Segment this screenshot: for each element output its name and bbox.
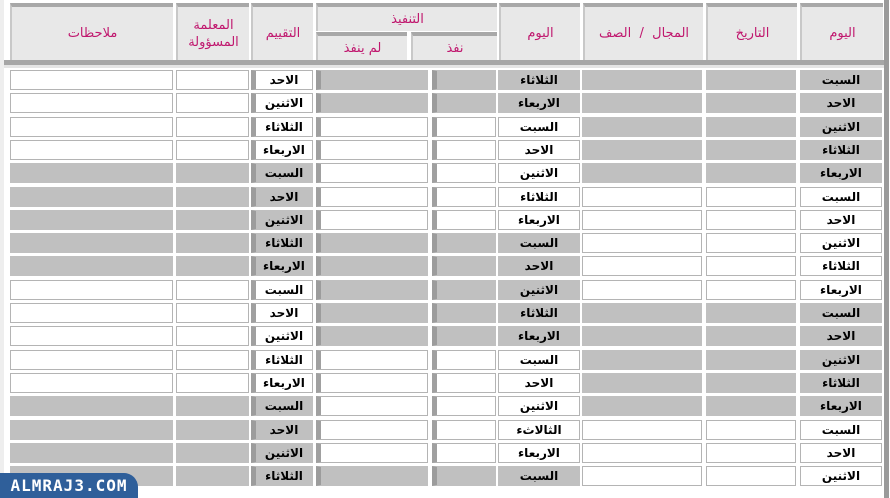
date-cell[interactable]	[706, 466, 796, 486]
day-middle-cell	[498, 396, 580, 416]
day-middle-cell-text: الاثنين	[519, 399, 559, 414]
header-execution	[316, 3, 497, 31]
evaluation-cell-text: الثلاثاء	[265, 236, 303, 251]
day-middle-cell	[498, 163, 580, 183]
evaluation-cell-text: السبت	[264, 166, 304, 181]
day-right-cell-text: السبت	[821, 189, 861, 204]
day-right-cell	[800, 443, 882, 463]
notes-cell[interactable]	[10, 163, 173, 183]
not-executed-cell[interactable]	[316, 396, 428, 416]
day-middle-cell	[498, 373, 580, 393]
executed-cell[interactable]	[432, 140, 496, 160]
day-right-cell	[800, 233, 882, 253]
day-middle-cell-text: السبت	[519, 119, 559, 134]
evaluation-cell	[251, 396, 313, 416]
day-middle-cell-text: الثلاثاء	[520, 306, 558, 320]
day-right-cell	[800, 303, 882, 323]
day-right-cell	[800, 187, 882, 207]
header-day-right-label: اليوم	[829, 26, 856, 41]
date-cell[interactable]	[706, 350, 796, 370]
evaluation-cell	[251, 466, 313, 486]
header-notes	[10, 3, 173, 60]
executed-cell[interactable]	[432, 163, 496, 183]
day-right-cell	[800, 326, 882, 346]
day-middle-cell-text: السبت	[519, 469, 559, 484]
teacher-cell[interactable]	[176, 420, 249, 440]
evaluation-cell-text: الاربعاء	[263, 142, 305, 157]
not-executed-cell[interactable]	[316, 280, 428, 300]
date-cell[interactable]	[706, 210, 796, 230]
evaluation-cell	[251, 93, 313, 113]
notes-cell[interactable]	[10, 420, 173, 440]
evaluation-cell	[251, 210, 313, 230]
notes-cell[interactable]	[10, 256, 173, 276]
teacher-cell[interactable]	[176, 256, 249, 276]
notes-cell[interactable]	[10, 280, 173, 300]
notes-cell[interactable]	[10, 443, 173, 463]
header-day-middle-label: اليوم	[527, 26, 554, 41]
not-executed-cell[interactable]	[316, 373, 428, 393]
domain-class-cell[interactable]	[582, 163, 702, 183]
not-executed-cell[interactable]	[316, 70, 428, 90]
header-not-executed	[316, 32, 407, 60]
domain-class-cell[interactable]	[582, 70, 702, 90]
day-middle-cell-text: الاربعاء	[518, 329, 560, 344]
executed-cell[interactable]	[432, 233, 496, 253]
evaluation-cell-text: الاثنين	[264, 212, 304, 227]
teacher-cell[interactable]	[176, 396, 249, 416]
domain-class-cell[interactable]	[582, 117, 702, 137]
teacher-cell[interactable]	[176, 140, 249, 160]
date-cell[interactable]	[706, 420, 796, 440]
evaluation-cell	[251, 350, 313, 370]
not-executed-cell[interactable]	[316, 443, 428, 463]
day-middle-cell	[498, 117, 580, 137]
header-domain-class-label: المجال / الصف	[598, 26, 690, 41]
evaluation-cell-text: الاربعاء	[263, 259, 305, 274]
domain-class-cell[interactable]	[582, 396, 702, 416]
evaluation-cell-text: الاحد	[269, 73, 299, 87]
evaluation-cell	[251, 280, 313, 300]
domain-class-cell[interactable]	[582, 210, 702, 230]
domain-class-cell[interactable]	[582, 93, 702, 113]
day-middle-cell	[498, 233, 580, 253]
evaluation-cell	[251, 256, 313, 276]
day-middle-cell-text: الاربعاء	[518, 212, 560, 227]
executed-cell[interactable]	[432, 396, 496, 416]
day-right-cell-text: السبت	[821, 422, 861, 437]
executed-cell[interactable]	[432, 420, 496, 440]
domain-class-cell[interactable]	[582, 443, 702, 463]
executed-cell[interactable]	[432, 70, 496, 90]
day-right-cell-text: الثلاثاء	[822, 142, 860, 157]
teacher-cell[interactable]	[176, 373, 249, 393]
day-middle-cell	[498, 93, 580, 113]
day-right-cell-text: الاربعاء	[820, 282, 862, 297]
evaluation-cell-text: الاحد	[269, 306, 299, 320]
evaluation-cell	[251, 326, 313, 346]
day-right-cell	[800, 280, 882, 300]
day-right-cell-text: الاثنين	[821, 119, 861, 134]
day-right-cell	[800, 466, 882, 486]
not-executed-cell[interactable]	[316, 117, 428, 137]
header-day-right	[800, 3, 883, 60]
evaluation-cell	[251, 70, 313, 90]
day-middle-cell-text: الاثنين	[519, 166, 559, 181]
evaluation-cell	[251, 233, 313, 253]
not-executed-cell[interactable]	[316, 326, 428, 346]
header-date	[706, 3, 797, 60]
not-executed-cell[interactable]	[316, 140, 428, 160]
date-cell[interactable]	[706, 93, 796, 113]
day-right-cell-text: السبت	[821, 306, 861, 320]
domain-class-cell[interactable]	[582, 280, 702, 300]
header-teacher-line1: المعلمة	[193, 17, 234, 33]
notes-cell[interactable]	[10, 70, 173, 90]
teacher-cell[interactable]	[176, 280, 249, 300]
evaluation-cell-text: الاثنين	[264, 329, 304, 344]
header-day-middle	[499, 3, 580, 60]
executed-cell[interactable]	[432, 117, 496, 137]
teacher-cell[interactable]	[176, 350, 249, 370]
day-middle-cell-text: الاحد	[524, 375, 554, 390]
evaluation-cell-text: الثلاثاء	[265, 352, 303, 367]
watermark-logo	[0, 473, 138, 498]
day-middle-cell	[498, 443, 580, 463]
executed-cell[interactable]	[432, 373, 496, 393]
evaluation-cell-text: الاثنين	[264, 96, 304, 111]
notes-cell[interactable]	[10, 140, 173, 160]
date-cell[interactable]	[706, 280, 796, 300]
notes-cell[interactable]	[10, 303, 173, 323]
date-cell[interactable]	[706, 187, 796, 207]
day-right-cell-text: الاثنين	[821, 236, 861, 251]
notes-cell[interactable]	[10, 373, 173, 393]
date-cell[interactable]	[706, 117, 796, 137]
header-domain-class	[583, 3, 703, 60]
day-right-cell-text: الاحد	[826, 212, 856, 227]
date-cell[interactable]	[706, 70, 796, 90]
day-middle-cell	[498, 256, 580, 276]
evaluation-cell	[251, 303, 313, 323]
day-middle-cell	[498, 280, 580, 300]
day-middle-cell-text: الاحد	[524, 259, 554, 274]
domain-class-cell[interactable]	[582, 326, 702, 346]
right-frame-border	[884, 0, 889, 498]
day-right-cell-text: الثلاثاء	[822, 259, 860, 274]
not-executed-cell[interactable]	[316, 93, 428, 113]
day-right-cell-text: الاحد	[826, 329, 856, 344]
executed-cell[interactable]	[432, 350, 496, 370]
day-middle-cell-text: الثلاثاء	[520, 189, 558, 204]
domain-class-cell[interactable]	[582, 373, 702, 393]
teacher-cell[interactable]	[176, 443, 249, 463]
day-right-cell-text: السبت	[821, 73, 861, 87]
notes-cell[interactable]	[10, 210, 173, 230]
notes-cell[interactable]	[10, 93, 173, 113]
day-right-cell	[800, 140, 882, 160]
domain-class-cell[interactable]	[582, 303, 702, 323]
evaluation-cell	[251, 373, 313, 393]
not-executed-cell[interactable]	[316, 420, 428, 440]
date-cell[interactable]	[706, 140, 796, 160]
day-middle-cell	[498, 420, 580, 440]
teacher-cell[interactable]	[176, 70, 249, 90]
day-middle-cell	[498, 70, 580, 90]
executed-cell[interactable]	[432, 303, 496, 323]
day-right-cell	[800, 163, 882, 183]
watermark-text: ALMRAJ3.COM	[10, 476, 128, 495]
executed-cell[interactable]	[432, 280, 496, 300]
teacher-cell[interactable]	[176, 163, 249, 183]
executed-cell[interactable]	[432, 443, 496, 463]
date-cell[interactable]	[706, 443, 796, 463]
header-executed	[411, 32, 497, 60]
day-right-cell	[800, 210, 882, 230]
evaluation-cell	[251, 117, 313, 137]
executed-cell[interactable]	[432, 256, 496, 276]
day-right-cell	[800, 70, 882, 90]
date-cell[interactable]	[706, 396, 796, 416]
notes-cell[interactable]	[10, 396, 173, 416]
evaluation-cell-text: الاحد	[269, 189, 299, 204]
left-frame	[0, 0, 4, 498]
not-executed-cell[interactable]	[316, 233, 428, 253]
day-right-cell-text: الاثنين	[821, 352, 861, 367]
evaluation-cell-text: الاحد	[269, 422, 299, 437]
evaluation-cell	[251, 443, 313, 463]
domain-class-cell[interactable]	[582, 466, 702, 486]
day-middle-cell-text: الثالاثء	[516, 422, 562, 437]
day-right-cell	[800, 256, 882, 276]
not-executed-cell[interactable]	[316, 466, 428, 486]
day-middle-cell	[498, 303, 580, 323]
not-executed-cell[interactable]	[316, 256, 428, 276]
day-middle-cell-text: السبت	[519, 236, 559, 251]
day-right-cell	[800, 420, 882, 440]
date-cell[interactable]	[706, 303, 796, 323]
evaluation-cell-text: السبت	[264, 282, 304, 297]
date-cell[interactable]	[706, 326, 796, 346]
header-teacher-line2: المسؤولة	[188, 34, 239, 50]
day-middle-cell	[498, 187, 580, 207]
executed-cell[interactable]	[432, 187, 496, 207]
day-middle-cell-text: الاحد	[524, 142, 554, 157]
evaluation-cell-text: الاثنين	[264, 445, 304, 460]
header-evaluation-label: التقييم	[265, 26, 301, 41]
day-right-cell-text: الاثنين	[821, 469, 861, 484]
not-executed-cell[interactable]	[316, 350, 428, 370]
evaluation-cell-text: الثلاثاء	[265, 119, 303, 134]
evaluation-cell	[251, 420, 313, 440]
notes-cell[interactable]	[10, 350, 173, 370]
teacher-cell[interactable]	[176, 93, 249, 113]
teacher-cell[interactable]	[176, 233, 249, 253]
notes-cell[interactable]	[10, 326, 173, 346]
notes-cell[interactable]	[10, 233, 173, 253]
day-middle-cell-text: الاربعاء	[518, 96, 560, 111]
day-right-cell	[800, 117, 882, 137]
day-middle-cell	[498, 350, 580, 370]
executed-cell[interactable]	[432, 326, 496, 346]
notes-cell[interactable]	[10, 187, 173, 207]
day-middle-cell-text: الثلاثاء	[520, 73, 558, 87]
teacher-cell[interactable]	[176, 303, 249, 323]
domain-class-cell[interactable]	[582, 256, 702, 276]
header-notes-label: ملاحظات	[67, 26, 118, 41]
not-executed-cell[interactable]	[316, 210, 428, 230]
header-not-executed-label: لم ينفذ	[343, 40, 382, 56]
day-right-cell	[800, 373, 882, 393]
teacher-cell[interactable]	[176, 117, 249, 137]
evaluation-cell-text: الثلاثاء	[265, 469, 303, 484]
header-evaluation	[251, 3, 313, 60]
day-right-cell-text: الاحد	[826, 96, 856, 111]
day-right-cell	[800, 396, 882, 416]
day-middle-cell	[498, 326, 580, 346]
day-right-cell-text: الاحد	[826, 445, 856, 460]
day-middle-cell-text: الاربعاء	[518, 445, 560, 460]
not-executed-cell[interactable]	[316, 187, 428, 207]
domain-class-cell[interactable]	[582, 140, 702, 160]
teacher-cell[interactable]	[176, 210, 249, 230]
not-executed-cell[interactable]	[316, 163, 428, 183]
executed-cell[interactable]	[432, 210, 496, 230]
day-middle-cell	[498, 466, 580, 486]
evaluation-cell-text: السبت	[264, 399, 304, 414]
header-separator-light	[4, 65, 884, 68]
date-cell[interactable]	[706, 163, 796, 183]
evaluation-cell	[251, 187, 313, 207]
domain-class-cell[interactable]	[582, 420, 702, 440]
not-executed-cell[interactable]	[316, 303, 428, 323]
day-right-cell	[800, 350, 882, 370]
header-executed-label: نفذ	[446, 40, 464, 56]
teacher-cell[interactable]	[176, 466, 249, 486]
date-cell[interactable]	[706, 373, 796, 393]
notes-cell[interactable]	[10, 117, 173, 137]
date-cell[interactable]	[706, 233, 796, 253]
date-cell[interactable]	[706, 256, 796, 276]
teacher-cell[interactable]	[176, 326, 249, 346]
teacher-cell[interactable]	[176, 187, 249, 207]
day-right-cell-text: الاربعاء	[820, 399, 862, 414]
day-middle-cell	[498, 140, 580, 160]
day-right-cell-text: الثلاثاء	[822, 375, 860, 390]
day-middle-cell-text: الاثنين	[519, 282, 559, 297]
evaluation-cell	[251, 163, 313, 183]
domain-class-cell[interactable]	[582, 187, 702, 207]
day-right-cell	[800, 93, 882, 113]
domain-class-cell[interactable]	[582, 350, 702, 370]
evaluation-cell	[251, 140, 313, 160]
domain-class-cell[interactable]	[582, 233, 702, 253]
evaluation-cell-text: الاربعاء	[263, 375, 305, 390]
day-middle-cell	[498, 210, 580, 230]
executed-cell[interactable]	[432, 466, 496, 486]
header-execution-label: التنفيذ	[391, 11, 424, 27]
day-middle-cell-text: السبت	[519, 352, 559, 367]
header-teacher	[176, 3, 249, 60]
header-date-label: التاريخ	[735, 26, 770, 41]
day-right-cell-text: الاربعاء	[820, 166, 862, 181]
executed-cell[interactable]	[432, 93, 496, 113]
